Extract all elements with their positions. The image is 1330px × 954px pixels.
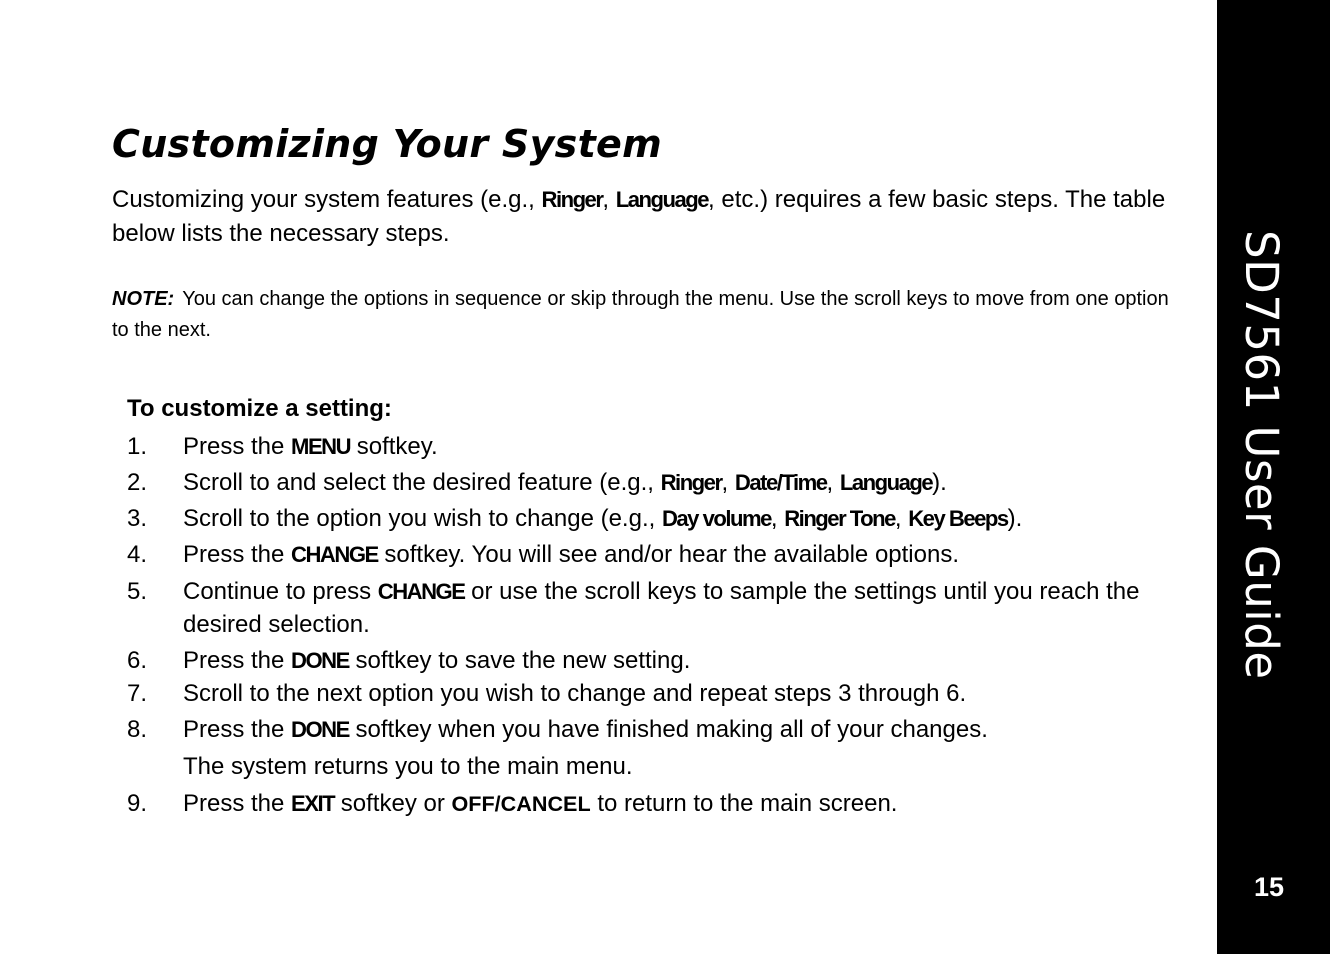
step-text: Press the EXIT softkey or OFF/CANCEL to return to the main screen.	[183, 790, 898, 817]
step-number: 4.	[127, 541, 148, 568]
keyword-exit: EXIT	[291, 791, 335, 816]
step-8-continuation: The system returns you to the main menu.	[183, 753, 633, 780]
keyword-ringer-tone: Ringer Tone	[784, 506, 895, 531]
keyword-done: DONE	[291, 717, 349, 742]
step-number: 5.	[127, 578, 148, 605]
step-text: Scroll to the next option you wish to change and repeat steps 3 through 6.	[183, 680, 967, 707]
intro-text: , etc.) requires a few basic steps. The table below lists the necessary steps.	[112, 186, 1166, 247]
step-number: 9.	[127, 790, 148, 817]
keyword-change: CHANGE	[377, 579, 465, 604]
step-text: Press the CHANGE softkey. You will see and/or hear the available options.	[183, 541, 959, 568]
step-text: Scroll to the option you wish to change (e.g., Day volume, Ringer Tone, Key Beeps).	[183, 505, 1023, 532]
keyword-key-beeps: Key Beeps	[908, 506, 1008, 531]
step-number: 3.	[127, 505, 148, 532]
guide-title: SD7561 User Guide	[1235, 230, 1288, 680]
keyword-language: Language	[839, 470, 933, 495]
step-6	[127, 644, 1177, 677]
keyword-day-volume: Day volume	[661, 506, 771, 531]
keyword-ringer: Ringer	[660, 470, 722, 495]
step-8	[127, 713, 1177, 746]
step-3	[127, 502, 1177, 535]
steps-heading: To customize a setting:	[127, 395, 392, 422]
note-text: You can change the options in sequence or skip through the menu. Use the scroll keys to move from one option to the next.	[112, 288, 1169, 341]
step-number: 7.	[127, 680, 148, 707]
intro-paragraph	[112, 183, 1172, 251]
keyword-menu: MENU	[291, 434, 351, 459]
note-label: NOTE:	[112, 288, 175, 310]
step-number: 1.	[127, 433, 148, 460]
keyword-change: CHANGE	[291, 542, 378, 567]
keyword-ringer: Ringer	[541, 187, 603, 212]
keyword-off-cancel: OFF/CANCEL	[451, 791, 591, 816]
note-paragraph	[112, 284, 1172, 346]
step-number: 6.	[127, 647, 148, 674]
intro-text: ,	[602, 186, 616, 213]
step-9	[127, 787, 1177, 820]
step-text: Press the MENU softkey.	[183, 433, 438, 460]
step-5	[127, 575, 1177, 641]
page-number: 15	[1254, 872, 1285, 902]
step-1	[127, 430, 1177, 463]
step-text: Continue to press CHANGE or use the scroll keys to sample the settings until you reach the desired selection.	[183, 578, 1140, 638]
step-text: Press the DONE softkey to save the new setting.	[183, 647, 691, 674]
keyword-language: Language	[615, 187, 709, 212]
keyword-done: DONE	[291, 648, 349, 673]
page-heading: Customizing Your System	[112, 122, 663, 166]
step-number: 2.	[127, 469, 148, 496]
step-number: 8.	[127, 716, 148, 743]
keyword-date-time: Date/Time	[734, 470, 827, 495]
step-7	[127, 677, 1177, 710]
step-2	[127, 466, 1177, 499]
step-text: Scroll to and select the desired feature (e.g., Ringer, Date/Time, Language).	[183, 469, 947, 496]
intro-text: Customizing your system features (e.g.,	[112, 186, 542, 213]
step-4	[127, 538, 1177, 571]
step-text: Press the DONE softkey when you have finished making all of your changes.	[183, 716, 988, 743]
